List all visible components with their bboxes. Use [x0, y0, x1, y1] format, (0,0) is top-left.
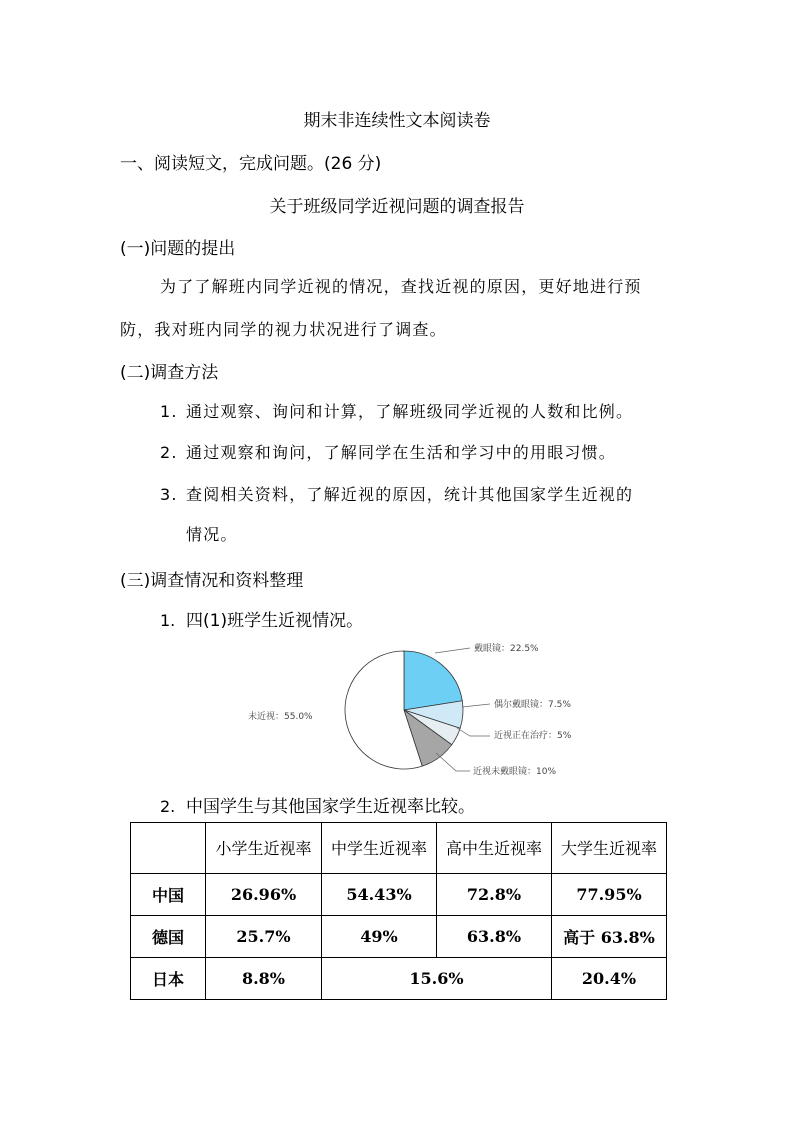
table-header-cell: [322, 823, 437, 874]
part1-paragraph-line2: 防，我对班内同学的视力状况进行了调查。: [120, 320, 447, 339]
table-row: [131, 916, 667, 958]
header-high: 高中生近视率: [445, 838, 542, 858]
situation-item-2: [160, 792, 475, 817]
situation-item-text: 四(1)班学生近视情况。: [186, 611, 364, 631]
method-item-text: 通过观察和询问，了解同学在生活和学习中的用眼习惯。: [186, 443, 617, 462]
pie-slice-label: 近视正在治疗：5%: [494, 731, 572, 741]
method-item-1: [160, 399, 633, 422]
myopia-pie-chart: [230, 636, 590, 786]
table-header-row: [131, 823, 667, 874]
header-college: 大学生近视率: [560, 838, 657, 858]
pie-leader-line: [462, 704, 490, 707]
table-cell: 77.95%: [552, 874, 667, 916]
part3-heading: (三)调查情况和资料整理: [120, 571, 304, 591]
pie-slice-label: 近视未戴眼镜：10%: [473, 767, 557, 777]
method-item-number: 2.: [160, 443, 178, 462]
country-cell: 中国: [131, 874, 206, 916]
table-header-cell: [206, 823, 322, 874]
method-item-3-continuation: 情况。: [186, 525, 238, 544]
pie-slice-label: 偶尔戴眼镜：7.5%: [494, 700, 571, 710]
comparison-table: [130, 822, 667, 1000]
method-item-text: 通过观察、询问和计算，了解班级同学近视的人数和比例。: [186, 402, 634, 421]
table-cell: 54.43%: [322, 874, 437, 916]
page-title: 期末非连续性文本阅读卷: [303, 111, 491, 131]
method-item-3: [160, 482, 633, 505]
situation-item-number: 2.: [160, 797, 176, 816]
table-header-cell: [552, 823, 667, 874]
part1-heading: (一)问题的提出: [120, 239, 236, 259]
situation-item-number: 1.: [160, 611, 176, 630]
table-header-cell: [437, 823, 552, 874]
table-cell: 49%: [322, 916, 437, 958]
table-cell: 72.8%: [437, 874, 552, 916]
table-row: [131, 874, 667, 916]
pie-slice-label: 戴眼镜：22.5%: [474, 644, 539, 654]
table-cell: 20.4%: [552, 958, 667, 1000]
situation-item-1: [160, 606, 363, 631]
table-cell: 25.7%: [206, 916, 322, 958]
section-heading: 一、阅读短文，完成问题。(26 分): [120, 154, 382, 174]
method-item-text: 查阅相关资料，了解近视的原因，统计其他国家学生近视的: [186, 485, 634, 504]
pie-slice: [404, 651, 462, 710]
part2-heading: (二)调查方法: [120, 363, 219, 383]
part1-paragraph-line1: 为了了解班内同学近视的情况，查找近视的原因，更好地进行预: [160, 277, 642, 296]
table-row: [131, 958, 667, 1000]
country-cell: 德国: [131, 916, 206, 958]
header-middle: 中学生近视率: [330, 838, 427, 858]
method-item-number: 1.: [160, 402, 178, 421]
pie-leader-line: [457, 728, 490, 736]
table-cell: 63.8%: [437, 916, 552, 958]
table-cell: 26.96%: [206, 874, 322, 916]
report-title: 关于班级同学近视问题的调查报告: [269, 197, 525, 217]
method-item-2: [160, 440, 616, 463]
header-primary: 小学生近视率: [215, 838, 312, 858]
table-cell: 8.8%: [206, 958, 322, 1000]
situation-item-text: 中国学生与其他国家学生近视率比较。: [186, 797, 475, 817]
pie-leader-line: [435, 648, 470, 653]
table-cell-merged: 15.6%: [322, 958, 552, 1000]
pie-slice-label: 未近视：55.0%: [248, 712, 313, 722]
country-cell: 日本: [131, 958, 206, 1000]
method-item-number: 3.: [160, 485, 178, 504]
table-header-cell: [131, 823, 206, 874]
table-cell: 高于 63.8%: [552, 916, 667, 958]
